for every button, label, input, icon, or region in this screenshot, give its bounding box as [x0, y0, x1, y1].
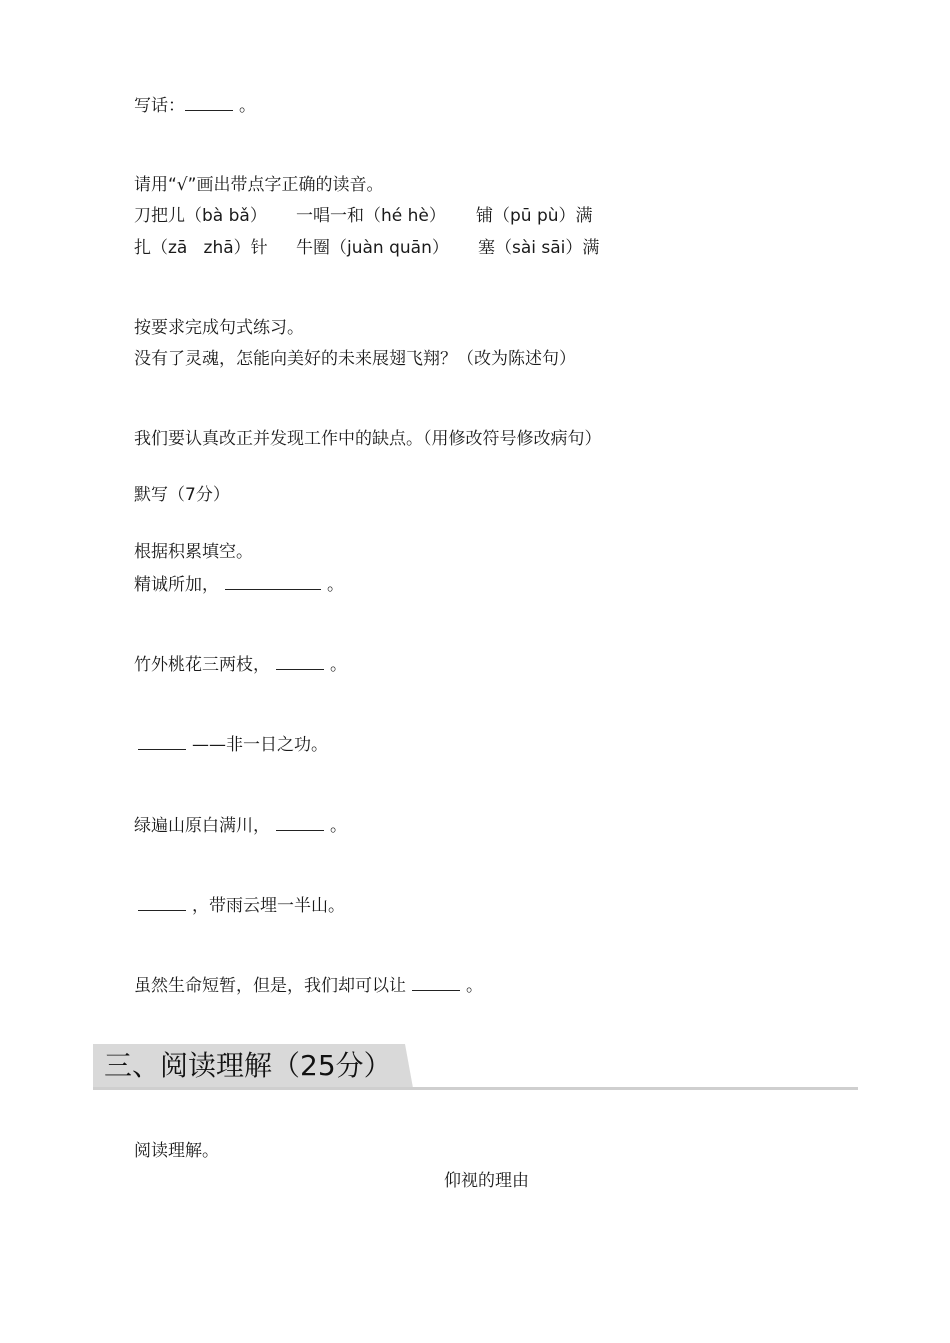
answer-blank[interactable] [225, 573, 321, 590]
pinyin-option[interactable]: 刀把儿（bà bǎ） [134, 206, 267, 226]
dictation-heading: 默写（7分） [134, 485, 230, 505]
dictation-item-3: ——非一日之功。 [138, 733, 328, 756]
pinyin-row-1 [134, 205, 267, 227]
pinyin-row-1-c [476, 205, 593, 227]
dictation-item-1: 精诚所加， 。 [134, 575, 344, 595]
sentence-instruction: 按要求完成句式练习。 [134, 318, 304, 338]
dictation-item-4: 绿遍山原白满川， 。 [134, 816, 347, 836]
sentence-item-1: 没有了灵魂，怎能向美好的未来展翅飞翔？（改为陈述句） [134, 349, 576, 369]
pinyin-row-1-b [296, 205, 446, 227]
answer-blank[interactable] [138, 733, 186, 750]
dictation-item-6: 虽然生命短暂，但是，我们却可以让 。 [134, 976, 483, 996]
answer-blank[interactable] [412, 974, 460, 991]
reading-instruction: 阅读理解。 [134, 1141, 219, 1161]
dictation-instruction: 根据积累填空。 [134, 542, 253, 562]
write-question: 写话： 。 [134, 96, 256, 116]
pinyin-option[interactable]: 牛圈（juàn quān） [296, 238, 449, 258]
pinyin-option[interactable]: 铺（pū pù）满 [476, 206, 593, 226]
pinyin-row-2 [134, 237, 268, 259]
section-divider [93, 1087, 858, 1090]
section-title: 三、阅读理解（25分） [104, 1049, 392, 1082]
answer-blank[interactable] [276, 814, 324, 831]
answer-blank[interactable] [276, 653, 324, 670]
sentence-item-2: 我们要认真改正并发现工作中的缺点。（用修改符号修改病句） [134, 429, 602, 449]
pinyin-option[interactable]: 一唱一和（hé hè） [296, 206, 446, 226]
pinyin-option[interactable]: 扎（zā zhā）针 [134, 238, 268, 258]
dictation-item-5: ，带雨云埋一半山。 [138, 894, 345, 917]
pinyin-row-2-b [296, 237, 449, 259]
pinyin-instruction: 请用“√”画出带点字正确的读音。 [134, 175, 384, 195]
pinyin-row-2-c [478, 237, 599, 259]
answer-blank[interactable] [185, 94, 233, 111]
answer-blank[interactable] [138, 894, 186, 911]
pinyin-option[interactable]: 塞（sài sāi）满 [478, 238, 600, 258]
passage-title: 仰视的理由 [444, 1171, 529, 1191]
dictation-item-2: 竹外桃花三两枝， 。 [134, 655, 347, 675]
